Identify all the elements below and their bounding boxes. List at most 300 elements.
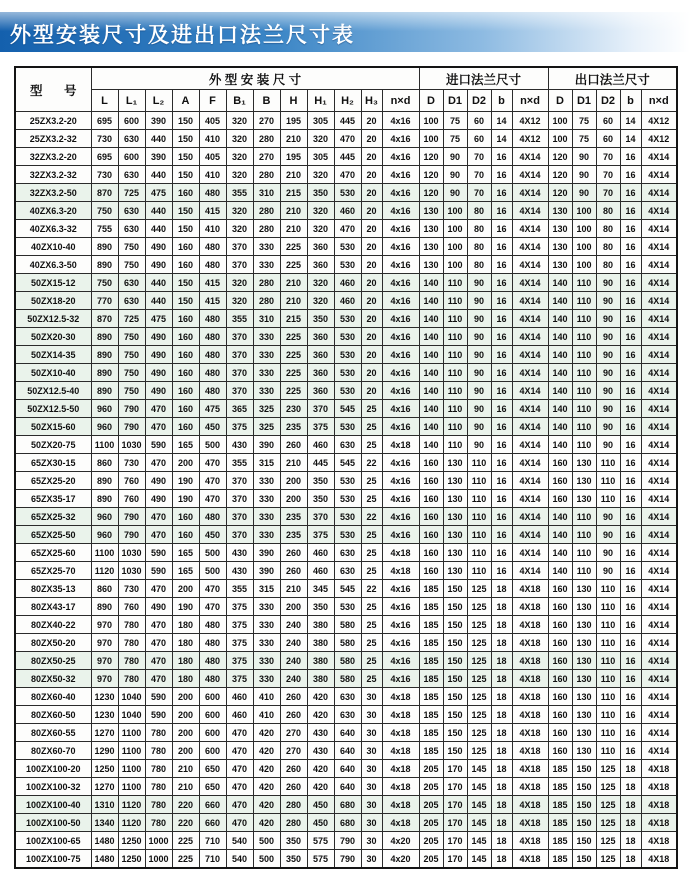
value-cell: 18 — [491, 832, 512, 850]
value-cell: 110 — [596, 454, 620, 472]
value-cell: 80 — [467, 202, 491, 220]
model-column-header: 型 号 — [15, 67, 91, 112]
value-cell: 780 — [145, 724, 172, 742]
value-cell: 80 — [467, 220, 491, 238]
value-cell: 22 — [361, 454, 382, 472]
value-cell: 130 — [419, 202, 443, 220]
value-cell: 460 — [334, 202, 361, 220]
value-cell: 475 — [145, 310, 172, 328]
value-cell: 420 — [253, 814, 280, 832]
value-cell: 790 — [118, 400, 145, 418]
value-cell: 4X14 — [512, 328, 548, 346]
value-cell: 16 — [620, 616, 641, 634]
value-cell: 4X14 — [512, 346, 548, 364]
table-row — [15, 724, 677, 742]
value-cell: 470 — [199, 580, 226, 598]
model-cell: 80ZX60-55 — [15, 724, 91, 742]
model-cell: 50ZX12.5-40 — [15, 382, 91, 400]
value-cell: 280 — [253, 274, 280, 292]
value-cell: 460 — [307, 436, 334, 454]
value-cell: 16 — [491, 274, 512, 292]
value-cell: 130 — [548, 256, 572, 274]
value-cell: 25 — [361, 652, 382, 670]
value-cell: 4X14 — [512, 220, 548, 238]
value-cell: 110 — [467, 526, 491, 544]
value-cell: 16 — [620, 706, 641, 724]
value-cell: 130 — [572, 472, 596, 490]
value-cell: 4X14 — [641, 670, 677, 688]
model-cell: 80ZX43-17 — [15, 598, 91, 616]
value-cell: 500 — [199, 544, 226, 562]
value-cell: 4X14 — [641, 238, 677, 256]
value-cell: 270 — [280, 742, 307, 760]
value-cell: 770 — [91, 292, 118, 310]
value-cell: 25 — [361, 562, 382, 580]
value-cell: 730 — [118, 580, 145, 598]
value-cell: 1000 — [145, 832, 172, 850]
value-cell: 160 — [172, 346, 199, 364]
value-cell: 590 — [145, 706, 172, 724]
value-cell: 110 — [572, 544, 596, 562]
value-cell: 185 — [548, 814, 572, 832]
value-cell: 110 — [443, 292, 467, 310]
value-cell: 780 — [118, 616, 145, 634]
value-cell: 30 — [361, 778, 382, 796]
value-cell: 420 — [307, 778, 334, 796]
value-cell: 16 — [620, 418, 641, 436]
value-cell: 225 — [172, 832, 199, 850]
value-cell: 90 — [467, 274, 491, 292]
value-cell: 790 — [334, 832, 361, 850]
table-row — [15, 796, 677, 814]
column-header: b — [620, 90, 641, 112]
value-cell: 890 — [91, 490, 118, 508]
value-cell: 18 — [491, 796, 512, 814]
value-cell: 490 — [145, 598, 172, 616]
column-header: B₁ — [226, 90, 253, 112]
value-cell: 370 — [226, 472, 253, 490]
value-cell: 70 — [467, 148, 491, 166]
value-cell: 440 — [145, 166, 172, 184]
value-cell: 100 — [572, 256, 596, 274]
value-cell: 470 — [145, 454, 172, 472]
value-cell: 4X14 — [512, 544, 548, 562]
value-cell: 870 — [91, 184, 118, 202]
value-cell: 320 — [226, 130, 253, 148]
value-cell: 4X18 — [512, 724, 548, 742]
value-cell: 4x20 — [382, 832, 419, 850]
value-cell: 4X18 — [641, 832, 677, 850]
value-cell: 580 — [334, 634, 361, 652]
value-cell: 960 — [91, 400, 118, 418]
value-cell: 360 — [307, 328, 334, 346]
value-cell: 4X14 — [641, 706, 677, 724]
value-cell: 20 — [361, 364, 382, 382]
value-cell: 660 — [199, 796, 226, 814]
value-cell: 1040 — [118, 688, 145, 706]
value-cell: 16 — [491, 472, 512, 490]
model-cell: 50ZX15-12 — [15, 274, 91, 292]
value-cell: 375 — [226, 652, 253, 670]
value-cell: 185 — [548, 778, 572, 796]
value-cell: 125 — [467, 634, 491, 652]
value-cell: 130 — [572, 598, 596, 616]
title-banner — [0, 12, 690, 52]
value-cell: 160 — [172, 418, 199, 436]
value-cell: 4X14 — [512, 148, 548, 166]
value-cell: 490 — [145, 472, 172, 490]
value-cell: 90 — [596, 328, 620, 346]
value-cell: 110 — [467, 508, 491, 526]
value-cell: 1480 — [91, 850, 118, 869]
value-cell: 160 — [172, 400, 199, 418]
value-cell: 310 — [253, 310, 280, 328]
value-cell: 90 — [467, 400, 491, 418]
value-cell: 330 — [253, 382, 280, 400]
value-cell: 630 — [118, 220, 145, 238]
value-cell: 4X14 — [641, 724, 677, 742]
value-cell: 445 — [307, 454, 334, 472]
value-cell: 90 — [596, 544, 620, 562]
column-header: D1 — [572, 90, 596, 112]
value-cell: 4X14 — [512, 256, 548, 274]
value-cell: 1120 — [118, 814, 145, 832]
value-cell: 100 — [572, 238, 596, 256]
value-cell: 18 — [620, 850, 641, 869]
column-header: H₂ — [334, 90, 361, 112]
value-cell: 235 — [280, 508, 307, 526]
value-cell: 125 — [467, 580, 491, 598]
value-cell: 150 — [172, 220, 199, 238]
value-cell: 370 — [307, 400, 334, 418]
value-cell: 4x16 — [382, 472, 419, 490]
value-cell: 470 — [199, 598, 226, 616]
value-cell: 210 — [280, 292, 307, 310]
model-cell: 80ZX60-40 — [15, 688, 91, 706]
value-cell: 200 — [172, 724, 199, 742]
value-cell: 16 — [491, 526, 512, 544]
value-cell: 4x16 — [382, 580, 419, 598]
value-cell: 350 — [307, 598, 334, 616]
value-cell: 130 — [572, 454, 596, 472]
value-cell: 430 — [307, 742, 334, 760]
model-cell: 50ZX20-30 — [15, 328, 91, 346]
value-cell: 4x16 — [382, 130, 419, 148]
value-cell: 140 — [548, 418, 572, 436]
value-cell: 30 — [361, 724, 382, 742]
value-cell: 1030 — [118, 562, 145, 580]
value-cell: 150 — [172, 112, 199, 130]
value-cell: 16 — [491, 508, 512, 526]
value-cell: 140 — [419, 436, 443, 454]
value-cell: 970 — [91, 616, 118, 634]
value-cell: 370 — [226, 490, 253, 508]
model-cell: 50ZX20-75 — [15, 436, 91, 454]
value-cell: 4X14 — [512, 454, 548, 472]
value-cell: 110 — [596, 670, 620, 688]
value-cell: 370 — [226, 382, 253, 400]
value-cell: 110 — [596, 598, 620, 616]
value-cell: 4x16 — [382, 148, 419, 166]
value-cell: 140 — [548, 364, 572, 382]
value-cell: 710 — [199, 832, 226, 850]
dimensions-table — [14, 66, 678, 869]
value-cell: 20 — [361, 112, 382, 130]
column-header: n×d — [641, 90, 677, 112]
value-cell: 130 — [443, 472, 467, 490]
value-cell: 530 — [334, 598, 361, 616]
value-cell: 150 — [172, 202, 199, 220]
table-row — [15, 580, 677, 598]
value-cell: 125 — [596, 814, 620, 832]
value-cell: 330 — [253, 652, 280, 670]
value-cell: 140 — [548, 526, 572, 544]
value-cell: 18 — [620, 778, 641, 796]
value-cell: 280 — [280, 796, 307, 814]
value-cell: 390 — [253, 544, 280, 562]
value-cell: 140 — [548, 508, 572, 526]
value-cell: 370 — [307, 508, 334, 526]
value-cell: 100 — [443, 202, 467, 220]
value-cell: 240 — [280, 616, 307, 634]
value-cell: 410 — [199, 220, 226, 238]
value-cell: 4X14 — [512, 562, 548, 580]
table-row — [15, 310, 677, 328]
value-cell: 4x18 — [382, 544, 419, 562]
value-cell: 16 — [491, 436, 512, 454]
value-cell: 4X18 — [512, 832, 548, 850]
value-cell: 110 — [596, 490, 620, 508]
value-cell: 170 — [443, 778, 467, 796]
value-cell: 140 — [548, 292, 572, 310]
value-cell: 420 — [253, 778, 280, 796]
value-cell: 440 — [145, 220, 172, 238]
value-cell: 1270 — [91, 724, 118, 742]
value-cell: 185 — [419, 652, 443, 670]
value-cell: 125 — [596, 778, 620, 796]
value-cell: 20 — [361, 328, 382, 346]
value-cell: 4X18 — [641, 814, 677, 832]
table-row — [15, 814, 677, 832]
value-cell: 630 — [334, 688, 361, 706]
value-cell: 4X18 — [512, 652, 548, 670]
value-cell: 140 — [548, 562, 572, 580]
value-cell: 370 — [226, 328, 253, 346]
value-cell: 480 — [199, 508, 226, 526]
value-cell: 320 — [226, 292, 253, 310]
table-row — [15, 238, 677, 256]
value-cell: 545 — [334, 400, 361, 418]
value-cell: 320 — [226, 166, 253, 184]
value-cell: 4X18 — [512, 850, 548, 869]
value-cell: 4x16 — [382, 292, 419, 310]
value-cell: 225 — [280, 364, 307, 382]
value-cell: 480 — [199, 616, 226, 634]
value-cell: 110 — [572, 274, 596, 292]
model-cell: 80ZX40-22 — [15, 616, 91, 634]
value-cell: 590 — [145, 688, 172, 706]
table-row — [15, 346, 677, 364]
value-cell: 16 — [620, 292, 641, 310]
value-cell: 430 — [226, 544, 253, 562]
model-cell: 100ZX100-32 — [15, 778, 91, 796]
value-cell: 420 — [253, 796, 280, 814]
value-cell: 460 — [226, 688, 253, 706]
value-cell: 4X18 — [512, 778, 548, 796]
table-row — [15, 364, 677, 382]
value-cell: 750 — [118, 382, 145, 400]
value-cell: 280 — [253, 130, 280, 148]
value-cell: 640 — [334, 724, 361, 742]
value-cell: 60 — [596, 112, 620, 130]
value-cell: 350 — [280, 832, 307, 850]
value-cell: 630 — [334, 544, 361, 562]
value-cell: 575 — [307, 850, 334, 869]
model-cell: 65ZX30-15 — [15, 454, 91, 472]
value-cell: 190 — [172, 598, 199, 616]
value-cell: 4X14 — [641, 274, 677, 292]
value-cell: 490 — [145, 256, 172, 274]
value-cell: 630 — [118, 292, 145, 310]
value-cell: 160 — [548, 634, 572, 652]
model-cell: 100ZX100-40 — [15, 796, 91, 814]
value-cell: 145 — [467, 796, 491, 814]
value-cell: 140 — [548, 400, 572, 418]
table-row — [15, 832, 677, 850]
value-cell: 30 — [361, 796, 382, 814]
value-cell: 185 — [419, 724, 443, 742]
value-cell: 90 — [467, 436, 491, 454]
value-cell: 18 — [491, 814, 512, 832]
column-header: D — [548, 90, 572, 112]
table-row — [15, 148, 677, 166]
value-cell: 4X18 — [512, 688, 548, 706]
value-cell: 125 — [467, 688, 491, 706]
outlet-flange-group-header: 出口法兰尺寸 — [548, 67, 677, 90]
value-cell: 1030 — [118, 436, 145, 454]
value-cell: 100 — [572, 202, 596, 220]
value-cell: 16 — [620, 472, 641, 490]
value-cell: 110 — [572, 382, 596, 400]
value-cell: 130 — [443, 526, 467, 544]
value-cell: 20 — [361, 346, 382, 364]
value-cell: 4X14 — [641, 400, 677, 418]
value-cell: 4X14 — [641, 490, 677, 508]
value-cell: 330 — [253, 238, 280, 256]
value-cell: 4X14 — [512, 400, 548, 418]
value-cell: 160 — [419, 544, 443, 562]
value-cell: 100 — [572, 220, 596, 238]
value-cell: 4x16 — [382, 166, 419, 184]
value-cell: 490 — [145, 364, 172, 382]
value-cell: 120 — [548, 184, 572, 202]
value-cell: 470 — [226, 760, 253, 778]
value-cell: 16 — [491, 328, 512, 346]
value-cell: 210 — [280, 454, 307, 472]
model-cell: 100ZX100-65 — [15, 832, 91, 850]
value-cell: 760 — [118, 472, 145, 490]
value-cell: 120 — [419, 184, 443, 202]
value-cell: 195 — [280, 148, 307, 166]
value-cell: 4x16 — [382, 400, 419, 418]
value-cell: 150 — [172, 166, 199, 184]
value-cell: 180 — [172, 634, 199, 652]
value-cell: 4X14 — [641, 472, 677, 490]
value-cell: 80 — [596, 238, 620, 256]
value-cell: 4x16 — [382, 652, 419, 670]
value-cell: 4X14 — [641, 634, 677, 652]
value-cell: 100 — [548, 112, 572, 130]
value-cell: 25 — [361, 598, 382, 616]
value-cell: 16 — [491, 490, 512, 508]
value-cell: 4x16 — [382, 490, 419, 508]
value-cell: 30 — [361, 706, 382, 724]
value-cell: 210 — [172, 760, 199, 778]
value-cell: 180 — [172, 670, 199, 688]
value-cell: 120 — [419, 166, 443, 184]
value-cell: 350 — [307, 184, 334, 202]
value-cell: 200 — [172, 706, 199, 724]
value-cell: 100 — [443, 256, 467, 274]
value-cell: 125 — [467, 616, 491, 634]
value-cell: 4X14 — [641, 652, 677, 670]
value-cell: 110 — [572, 346, 596, 364]
value-cell: 600 — [118, 148, 145, 166]
value-cell: 445 — [334, 112, 361, 130]
value-cell: 530 — [334, 238, 361, 256]
value-cell: 110 — [596, 472, 620, 490]
value-cell: 130 — [443, 454, 467, 472]
value-cell: 1290 — [91, 742, 118, 760]
value-cell: 90 — [467, 292, 491, 310]
value-cell: 580 — [334, 670, 361, 688]
value-cell: 280 — [280, 814, 307, 832]
value-cell: 160 — [548, 652, 572, 670]
value-cell: 630 — [334, 562, 361, 580]
value-cell: 320 — [226, 148, 253, 166]
value-cell: 4X14 — [512, 274, 548, 292]
column-header-row — [15, 90, 677, 112]
table-row — [15, 760, 677, 778]
value-cell: 110 — [443, 436, 467, 454]
table-row — [15, 688, 677, 706]
value-cell: 140 — [548, 382, 572, 400]
value-cell: 25 — [361, 490, 382, 508]
value-cell: 130 — [572, 580, 596, 598]
value-cell: 375 — [307, 526, 334, 544]
value-cell: 270 — [280, 724, 307, 742]
value-cell: 970 — [91, 670, 118, 688]
value-cell: 4X14 — [641, 310, 677, 328]
value-cell: 590 — [145, 544, 172, 562]
value-cell: 18 — [491, 724, 512, 742]
value-cell: 70 — [596, 148, 620, 166]
value-cell: 90 — [467, 418, 491, 436]
value-cell: 150 — [572, 850, 596, 869]
value-cell: 320 — [307, 292, 334, 310]
value-cell: 890 — [91, 238, 118, 256]
value-cell: 205 — [419, 778, 443, 796]
value-cell: 16 — [620, 346, 641, 364]
value-cell: 110 — [467, 490, 491, 508]
value-cell: 225 — [280, 256, 307, 274]
value-cell: 4X12 — [641, 130, 677, 148]
value-cell: 185 — [419, 598, 443, 616]
value-cell: 440 — [145, 274, 172, 292]
value-cell: 330 — [253, 670, 280, 688]
value-cell: 25 — [361, 436, 382, 454]
value-cell: 450 — [199, 526, 226, 544]
